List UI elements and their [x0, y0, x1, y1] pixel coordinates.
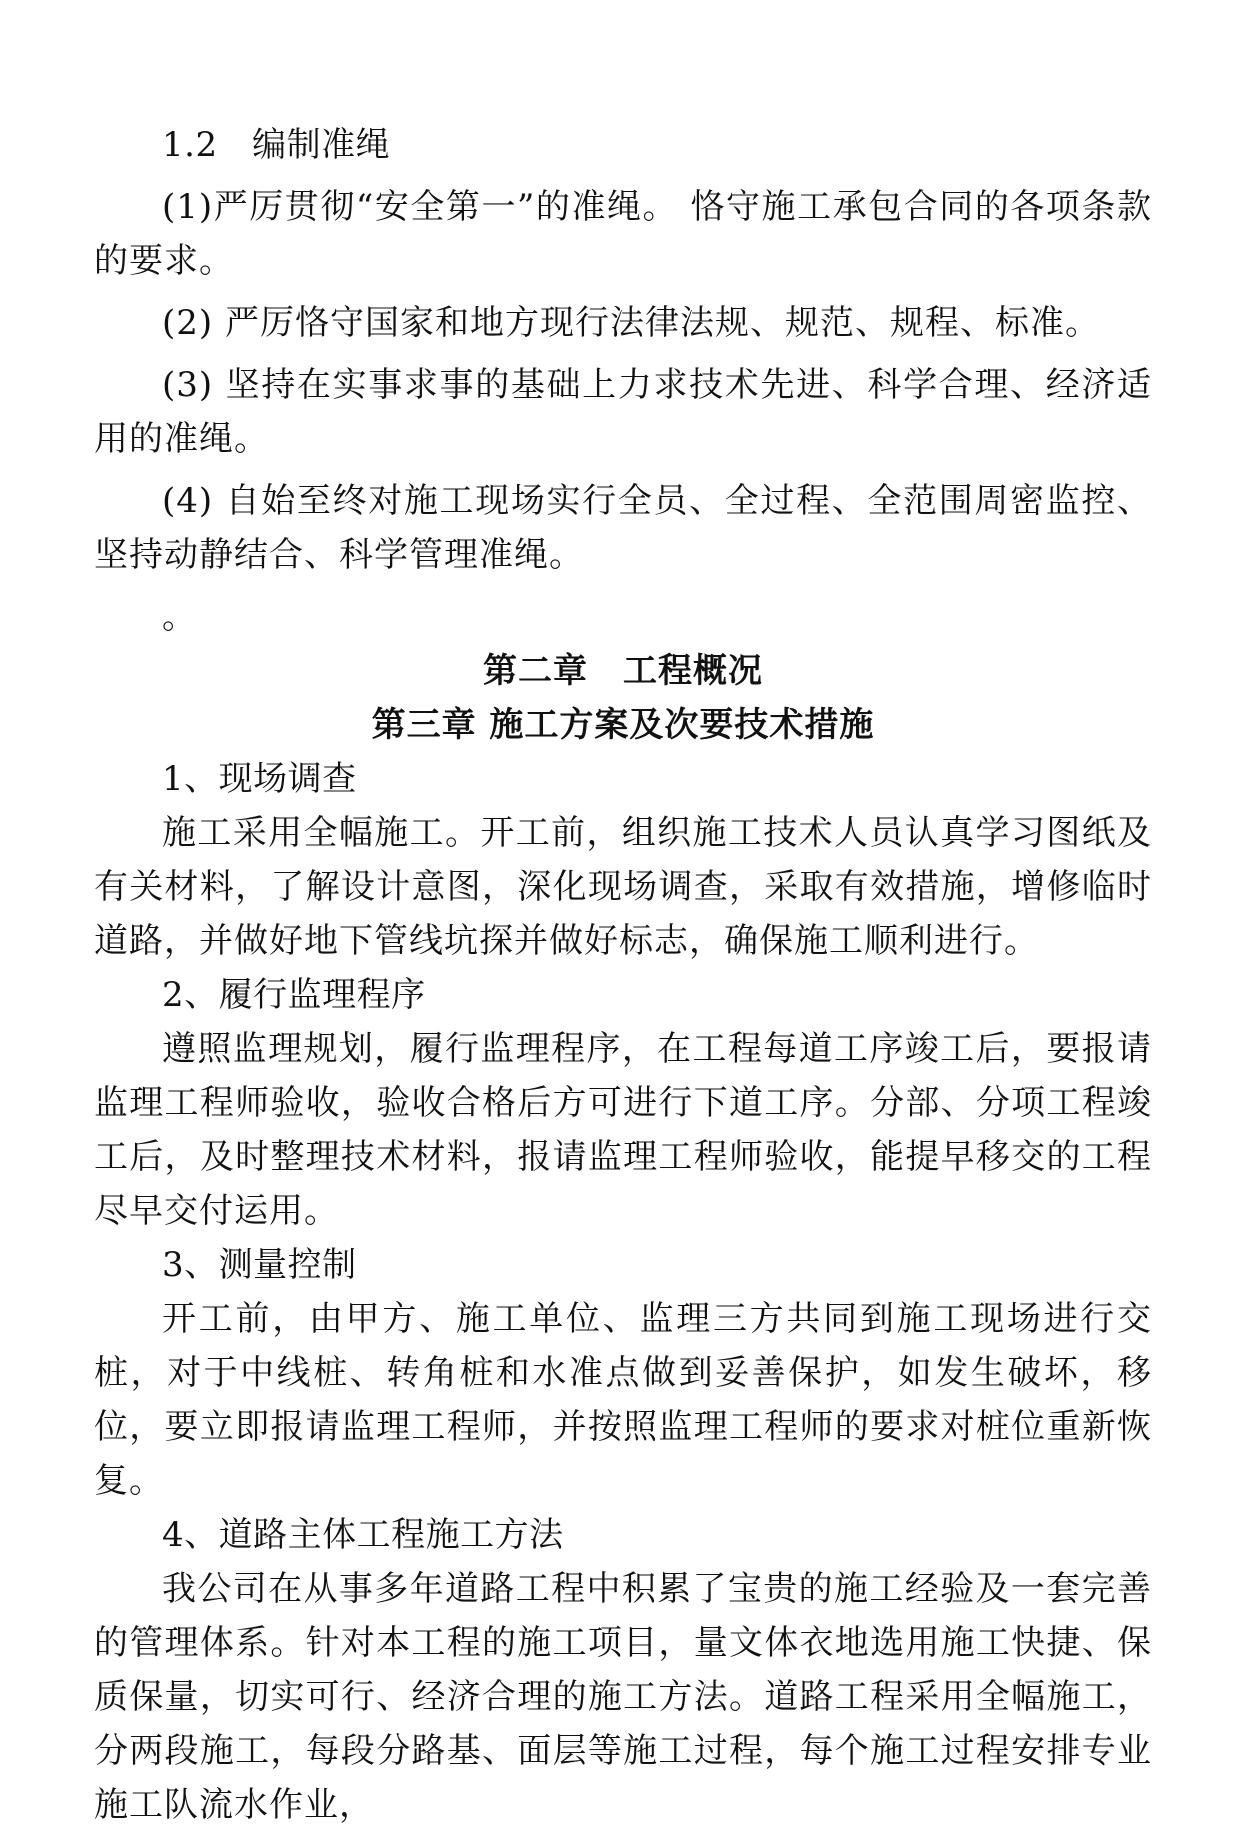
section-title-survey: 1、现场调查: [162, 759, 357, 799]
section-body-supervision: 遵照监理规划，履行监理程序，在工程每道工序竣工后，要报请监理工程师验收，验收合格后方可进行下道工序。分部、分项工程竣工后，及时整理技术材料，报请监理工程师验收，能提早移交的工程尽早交付运用。: [94, 1029, 1152, 1231]
section-title-road-construction: 4、道路主体工程施工方法: [162, 1515, 564, 1555]
section-body-survey-control: 开工前，由甲方、施工单位、监理三方共同到施工现场进行交桩，对于中线桩、转角桩和水准点做到妥善保护，如发生破坏，移位，要立即报请监理工程师，并按照监理工程师的要求对桩位重新恢复。: [94, 1299, 1152, 1501]
principle-item-3: (3) 坚持在实事求事的基础上力求技术先进、科学合理、经济适用的准绳。: [94, 365, 1152, 459]
section-body-survey: 施工采用全幅施工。开工前，组织施工技术人员认真学习图纸及有关材料，了解设计意图，深化现场调查，采取有效措施，增修临时道路，并做好地下管线坑探并做好标志，确保施工顺利进行。: [94, 813, 1152, 961]
chapter-2-heading: 第二章 工程概况: [483, 651, 763, 691]
section-body-road-construction: 我公司在从事多年道路工程中积累了宝贵的施工经验及一套完善的管理体系。针对本工程的施工项目，量文体衣地选用施工快捷、保质保量，切实可行、经济合理的施工方法。道路工程采用全幅施工，分两段施工，每段分路基、面层等施工过程，每个施工过程安排专业施工队流水作业，: [94, 1569, 1152, 1825]
section-title-supervision: 2、履行监理程序: [162, 975, 426, 1015]
principle-item-2: (2) 严厉恪守国家和地方现行法律法规、规范、规程、标准。: [162, 303, 1100, 343]
section-title-survey-control: 3、测量控制: [162, 1245, 357, 1285]
chapter-3-heading: 第三章 施工方案及次要技术措施: [371, 705, 875, 745]
document-page: [94, 118, 1152, 1832]
principle-item-4: (4) 自始至终对施工现场实行全员、全过程、全范围周密监控、坚持动静结合、科学管理准绳。: [94, 481, 1152, 575]
section-heading-1-2: 1.2 编制准绳: [162, 125, 391, 165]
principle-item-1: (1)严厉贯彻“安全第一”的准绳。 恪守施工承包合同的各项条款的要求。: [94, 187, 1152, 281]
trailing-mark: 。: [162, 597, 197, 637]
